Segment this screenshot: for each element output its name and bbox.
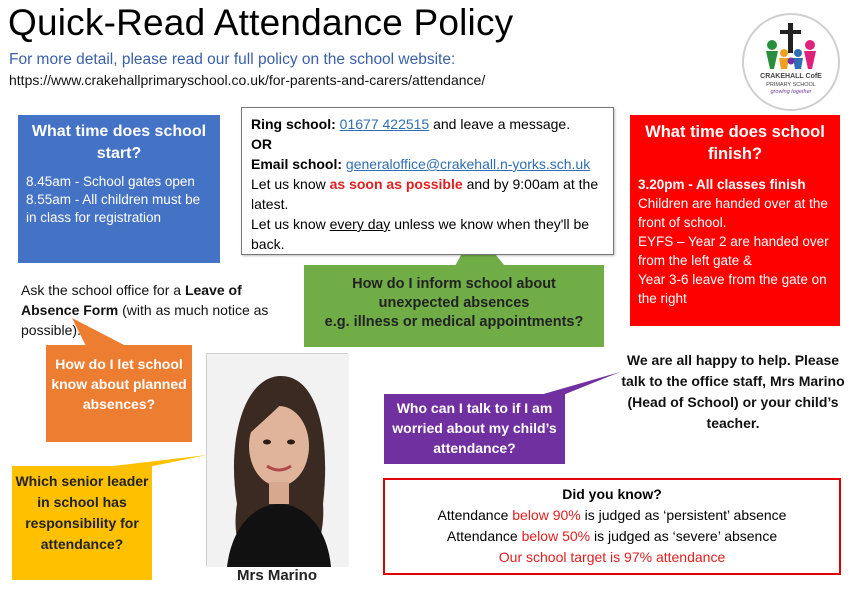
staff-photo [206, 353, 348, 566]
logo-tagline: growing together [770, 89, 812, 95]
inform-line-2: unexpected absences [378, 295, 530, 311]
leave-form-name: Leave of Absence Form [21, 282, 242, 318]
dyk-line1-b: is judged as ‘persistent’ absence [584, 507, 787, 523]
inform-line-3: e.g. illness or medical appointments? [324, 314, 584, 330]
contact-box [241, 107, 614, 255]
help-text: We are all happy to help. Please talk to the office staff, Mrs Marino (Head of School) or your child’s teacher. [621, 352, 845, 431]
dyk-line2-b: is judged as ‘severe’ absence [593, 528, 778, 544]
or-label: OR [251, 136, 272, 152]
photo-caption: Mrs Marino [236, 567, 317, 584]
dyk-line2-a: Attendance [446, 528, 518, 544]
finish-time: 3.20pm - All classes finish [638, 177, 806, 192]
by-time-text: and by 9:00am at the latest. [251, 176, 599, 212]
school-finish-box [630, 115, 840, 326]
dyk-line2-threshold: below 50% [521, 528, 591, 544]
leave-part-2: (with as much notice as possible). [21, 302, 269, 338]
inform-line-1: How do I inform school about [352, 276, 556, 292]
dyk-line1-threshold: below 90% [512, 507, 581, 523]
every-day-text: every day [329, 216, 391, 232]
portrait-icon [207, 354, 349, 567]
purple-callout-tail [540, 372, 620, 395]
leave-part-1: Ask the school office for a [21, 282, 182, 298]
start-line-registration: 8.55am - All children must be in class for registration [26, 192, 201, 225]
school-start-box [18, 115, 220, 263]
start-line-gates: 8.45am - School gates open [26, 174, 195, 189]
subtitle: For more detail, please read our full policy on the school website: [9, 51, 456, 68]
email-label: Email school: [251, 156, 343, 172]
finish-line-year3-6: Year 3-6 leave from the gate on the right [638, 272, 827, 306]
finish-line-eyfs: EYFS – Year 2 are handed over from the left gate & [638, 234, 829, 268]
email-link[interactable]: generaloffice@crakehall.n-yorks.sch.uk [345, 156, 591, 172]
page-title: Quick-Read Attendance Policy [8, 2, 514, 43]
school-target: Our school target is 97% attendance [498, 549, 726, 565]
ring-label: Ring school: [251, 116, 336, 132]
logo-name: CRAKEHALL CofE [760, 73, 822, 80]
phone-link[interactable]: 01677 422515 [339, 116, 430, 132]
logo-sub: PRIMARY SCHOOL [766, 82, 816, 88]
policy-url[interactable]: https://www.crakehallprimaryschool.co.uk/for-parents-and-carers/attendance/ [9, 72, 486, 88]
planned-absence-callout: How do I let school know about planned absences? [46, 345, 192, 442]
did-you-know-box [383, 478, 841, 575]
finish-line-front: Children are handed over at the front of school. [638, 196, 828, 230]
let-us-know-text-2: Let us know [251, 216, 326, 232]
did-you-know-heading: Did you know? [562, 486, 662, 502]
every-day-rest-text: unless we know when they'll be back. [251, 216, 590, 252]
start-heading: What time does school start? [31, 123, 207, 162]
inform-absence-callout [304, 265, 604, 347]
finish-heading: What time does school finish? [645, 123, 825, 163]
let-us-know-text: Let us know [251, 176, 326, 192]
asap-text: as soon as possible [329, 176, 463, 192]
senior-leader-callout: Which senior leader in school has responsibility for attendance? [12, 466, 152, 580]
dyk-line1-a: Attendance [437, 507, 509, 523]
worried-callout: Who can I talk to if I am worried about my child’s attendance? [384, 394, 565, 464]
ring-rest: and leave a message. [433, 116, 571, 132]
leave-of-absence-text [21, 280, 291, 340]
